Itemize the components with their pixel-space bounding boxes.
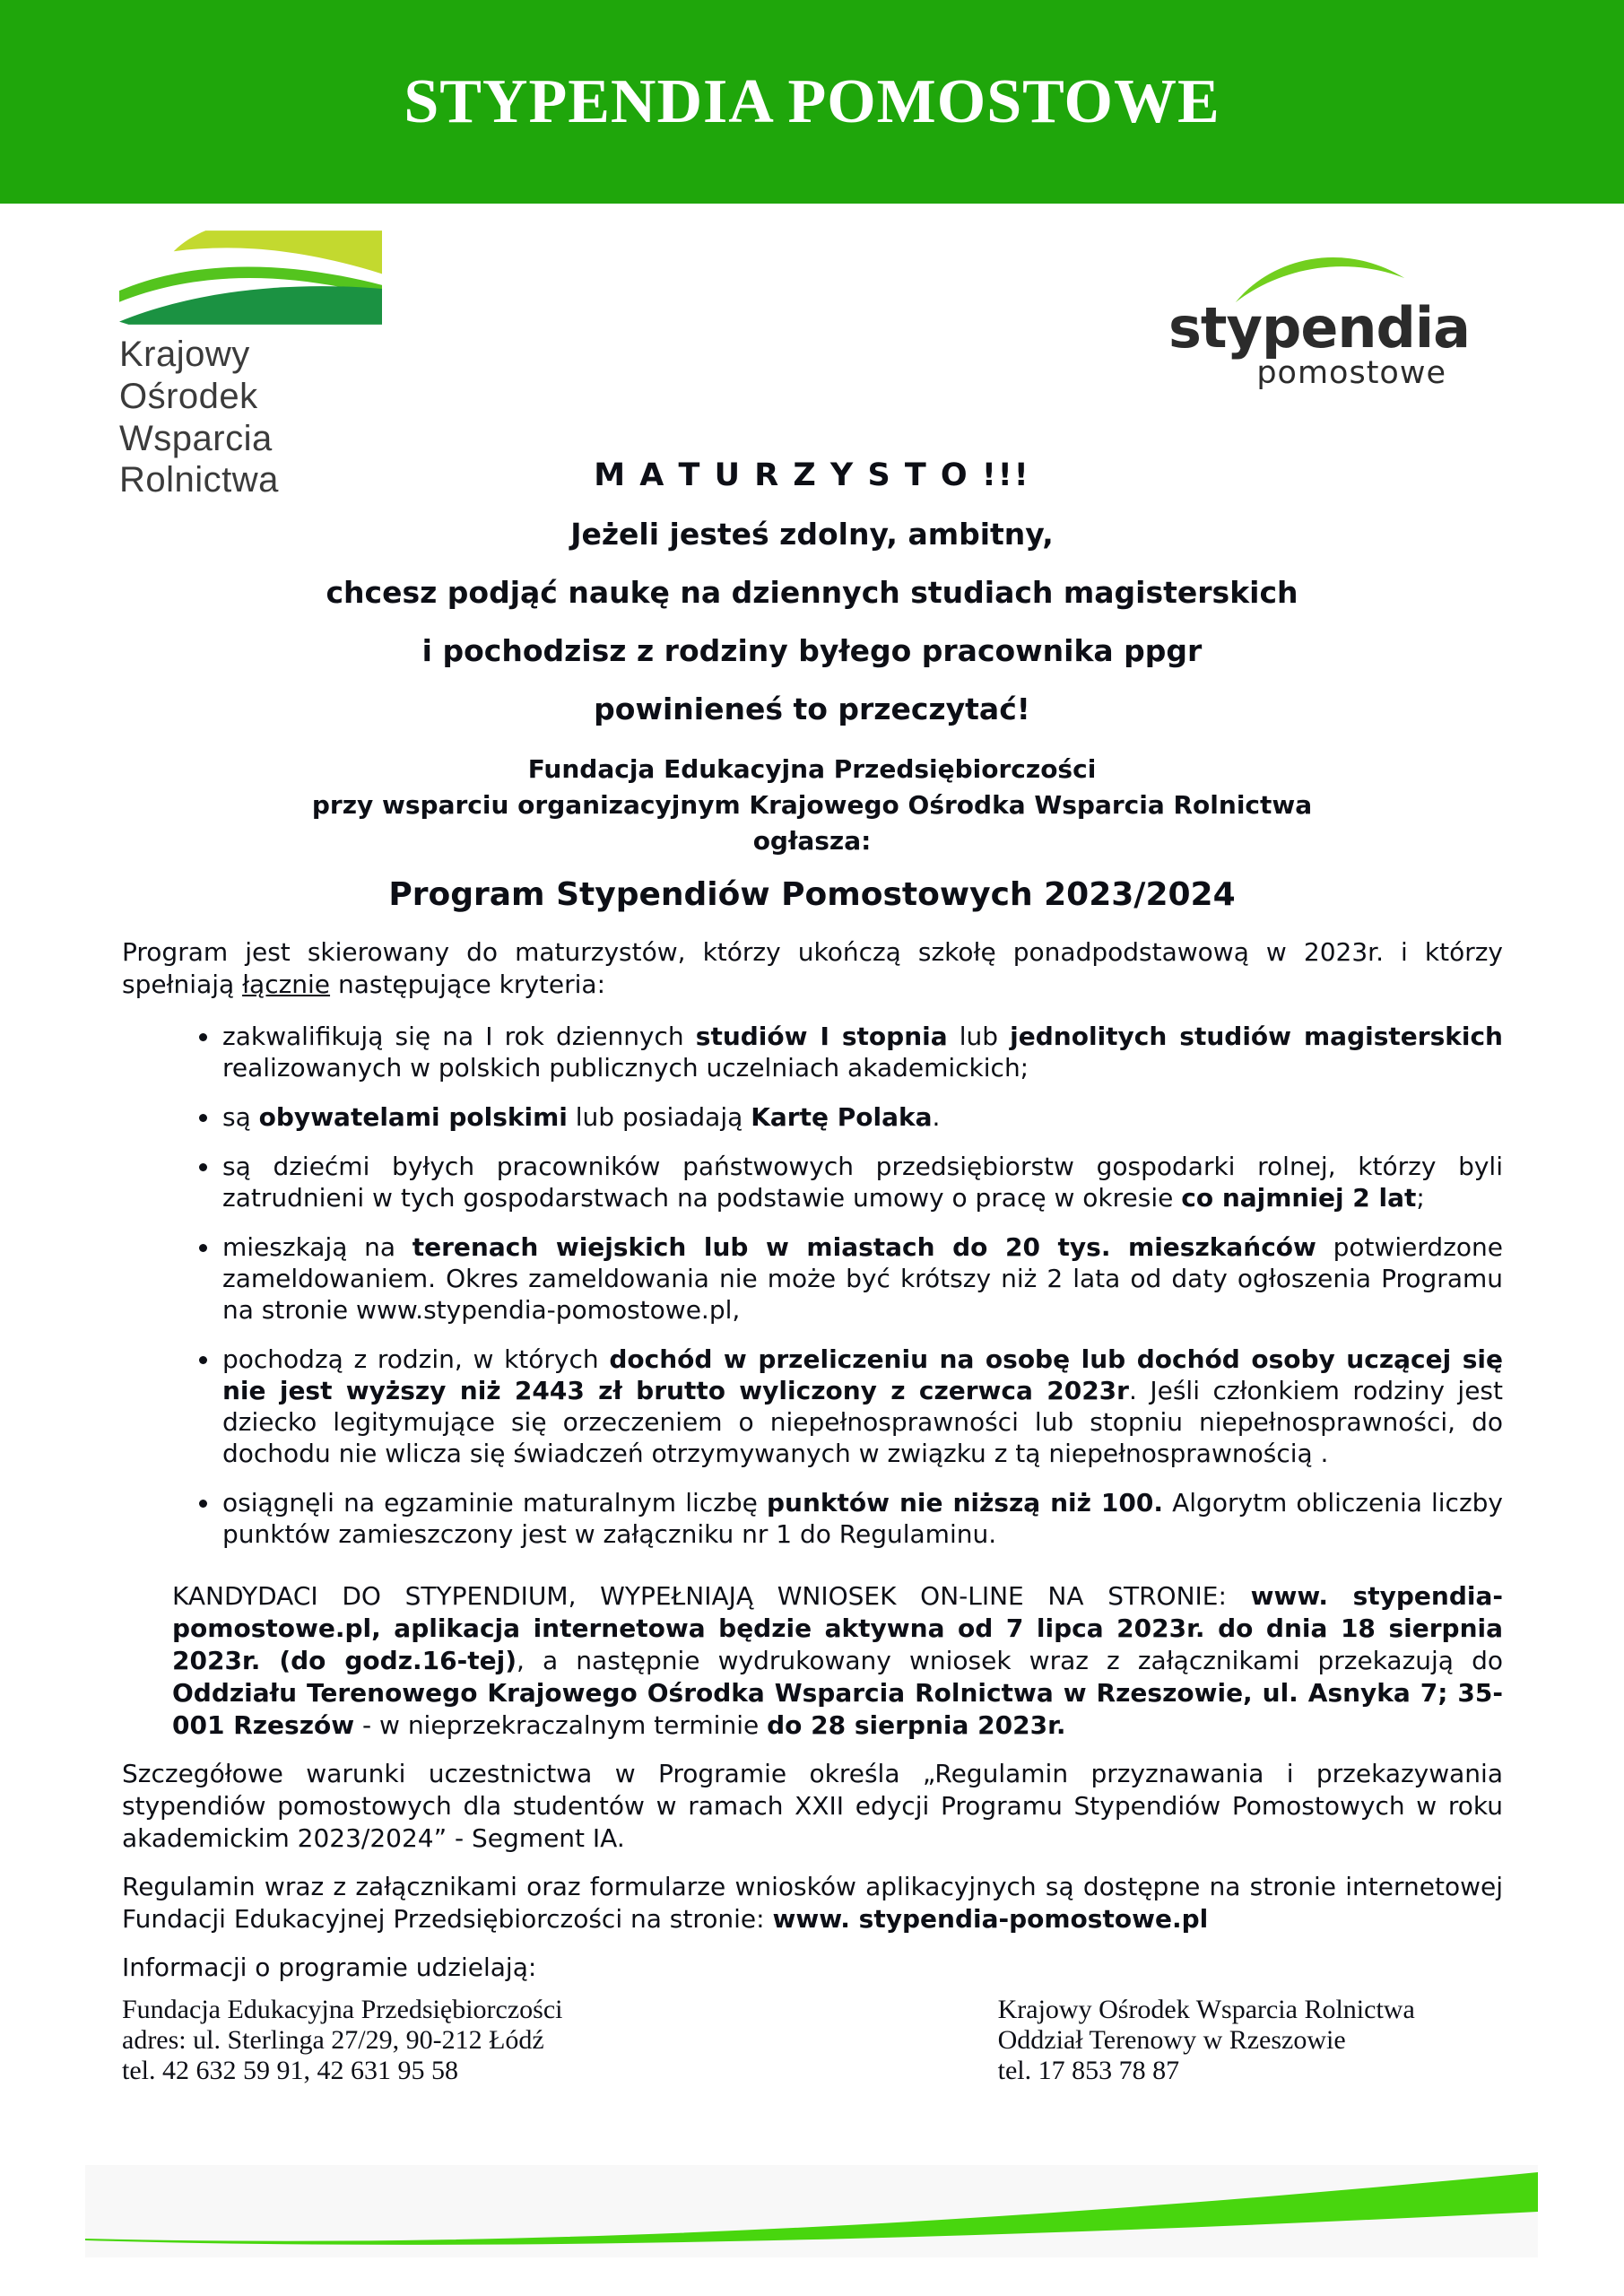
criteria-item: • mieszkają na terenach wiejskich lub w miastach do 20 tys. mieszkańców potwierdzone zameldowaniem. Okres zameldowania nie może być krótszy niż 2 lata od daty ogłoszenia Programu na stronie www.stypendia-pomostowe.pl, bbox=[221, 1231, 1503, 1326]
page-title: STYPENDIA POMOSTOWE bbox=[404, 66, 1220, 136]
headline-line: chcesz podjąć naukę na dziennych studiach magisterskich bbox=[326, 575, 1298, 610]
contact-right bbox=[774, 1995, 1503, 2086]
conditions-paragraph: Szczegółowe warunki uczestnictwa w Programie określa „Regulamin przyznawania i przekazywania stypendiów pomostowych dla studentów w ramach XXII edycji Programu Stypendiów Pomostowych w roku akademickim 2023/2024” - Segment IA. bbox=[122, 1759, 1503, 1853]
footer-band bbox=[85, 2165, 1538, 2257]
application-paragraph: KANDYDACI DO STYPENDIUM, WYPEŁNIAJĄ WNIOSEK ON-LINE NA STRONIE: www. stypendia-pomostowe.pl, aplikacja internetowa będzie aktywna od 7 lipca 2023r. do dnia 18 sierpnia 2023r. (do godz.16-tej), a następnie wydrukowany wniosek wraz z załącznikami przekazują do Oddziału Terenowego Krajowego Ośrodka Wsparcia Rolnictwa w Rzeszowie, ul. Asnyka 7; 35-001 Rzeszów - w nieprzekraczalnym terminie do 28 sierpnia 2023r. bbox=[172, 1581, 1503, 1740]
contact-line: adres: ul. Sterlinga 27/29, 90-212 Łódź bbox=[122, 2025, 544, 2055]
stypendia-logo bbox=[1168, 247, 1470, 391]
announcement-line: Fundacja Edukacyjna Przedsiębiorczości bbox=[527, 754, 1097, 784]
criteria-item: • są dziećmi byłych pracowników państwowych przedsiębiorstw gospodarki rolnej, którzy byli zatrudnieni w tych gospodarstwach na podstawie umowy o pracę w okresie co najmniej 2 lat; bbox=[221, 1151, 1503, 1213]
program-title: Program Stypendiów Pomostowych 2023/2024 bbox=[388, 876, 1236, 913]
contact-left bbox=[122, 1995, 774, 2086]
headline-line: M A T U R Z Y S T O !!! bbox=[594, 457, 1030, 493]
announcement-line: przy wsparciu organizacyjnym Krajowego Ośrodka Wsparcia Rolnictwa bbox=[311, 790, 1313, 820]
contact-line: Krajowy Ośrodek Wsparcia Rolnictwa bbox=[997, 1995, 1415, 2024]
kowr-logo bbox=[119, 230, 388, 501]
contact-line: Oddział Terenowy w Rzeszowie bbox=[997, 2025, 1346, 2055]
criteria-item: • zakwalifikują się na I rok dziennych studiów I stopnia lub jednolitych studiów magisterskich realizowanych w polskich publicznych uczelniach akademickich; bbox=[221, 1021, 1503, 1083]
kowr-logo-icon bbox=[119, 230, 382, 325]
headline-line: powinieneś to przeczytać! bbox=[594, 691, 1030, 726]
announcement-block bbox=[0, 752, 1624, 859]
intro-paragraph: Program jest skierowany do maturzystów, którzy ukończą szkołę ponadpodstawową w 2023r. i którzy spełniają łącznie następujące kryteria: bbox=[122, 937, 1503, 999]
headline-line: i pochodzisz z rodziny byłego pracownika ppgr bbox=[421, 633, 1203, 668]
criteria-item: • są obywatelami polskimi lub posiadają Kartę Polaka. bbox=[221, 1101, 1503, 1133]
regulations-paragraph: Regulamin wraz z załącznikami oraz formularze wniosków aplikacyjnych są dostępne na stronie internetowej Fundacji Edukacyjnej Przedsiębiorczości na stronie: www. stypendia-pomostowe.pl bbox=[122, 1872, 1503, 1934]
criteria-list bbox=[122, 1021, 1503, 1550]
kowr-logo-text bbox=[119, 334, 388, 501]
kowr-logo-line1: Krajowy Ośrodek bbox=[119, 335, 258, 416]
stypendia-logo-word2: pomostowe bbox=[1256, 355, 1446, 391]
body-content bbox=[122, 936, 1503, 1984]
contacts-block bbox=[122, 1995, 1503, 2086]
announcement-line: ogłasza: bbox=[752, 826, 872, 856]
criteria-item: • osiągnęli na egzaminie maturalnym liczbę punktów nie niższą niż 100. Algorytm obliczenia liczby punktów zamieszczony jest w załączniku nr 1 do Regulaminu. bbox=[221, 1487, 1503, 1550]
contact-line: tel. 42 632 59 91, 42 631 95 58 bbox=[122, 2056, 458, 2085]
stypendia-logo-word1: stypendia bbox=[1168, 295, 1470, 361]
contact-line: tel. 17 853 78 87 bbox=[997, 2056, 1180, 2085]
header-band bbox=[0, 0, 1624, 204]
kowr-logo-line2: Wsparcia Rolnictwa bbox=[119, 418, 279, 500]
footer-swoosh-icon bbox=[85, 2165, 1538, 2257]
contact-line: Fundacja Edukacyjna Przedsiębiorczości bbox=[122, 1995, 563, 2024]
criteria-item: • pochodzą z rodzin, w których dochód w przeliczeniu na osobę lub dochód osoby uczącej się nie jest wyższy niż 2443 zł brutto wyliczony z czerwca 2023r. Jeśli członkiem rodziny jest dziecko legitymujące się orzeczeniem o niepełnosprawności lub stopniu niepełnosprawności, do dochodu nie wlicza się świadczeń otrzymywanych w związku z tą niepełnosprawnością . bbox=[221, 1344, 1503, 1469]
headline-line: Jeżeli jesteś zdolny, ambitny, bbox=[570, 517, 1054, 552]
info-heading: Informacji o programie udzielają: bbox=[122, 1952, 537, 1982]
